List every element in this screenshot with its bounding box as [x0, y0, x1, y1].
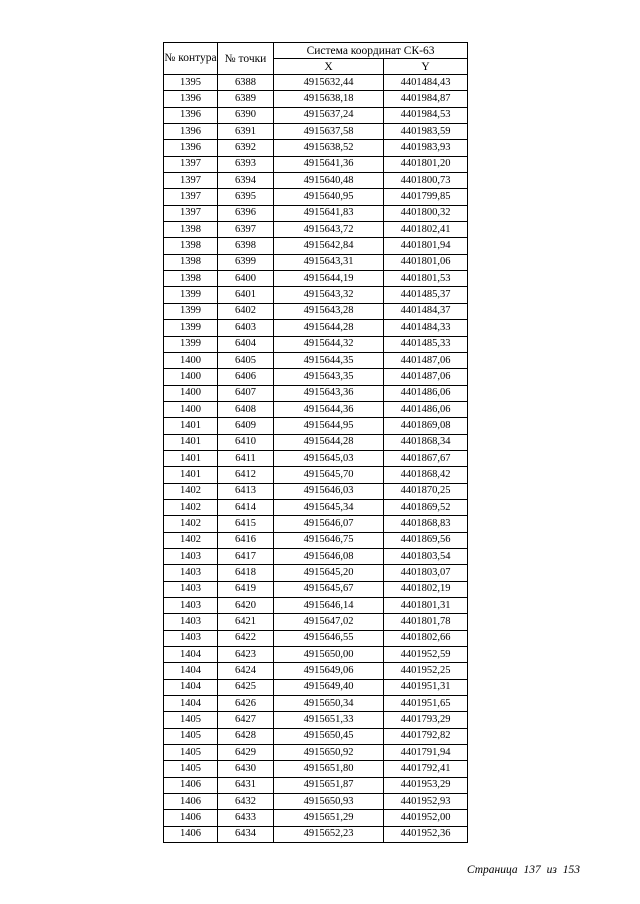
- cell-x: 4915651,80: [274, 761, 384, 777]
- table-row: [164, 598, 468, 614]
- cell-x: 4915646,03: [274, 483, 384, 499]
- cell-point: 6422: [218, 630, 274, 646]
- cell-point: 6400: [218, 271, 274, 287]
- table-row: [164, 254, 468, 270]
- table-row: [164, 532, 468, 548]
- cell-point: 6428: [218, 728, 274, 744]
- cell-y: 4401801,31: [384, 598, 468, 614]
- table-row: [164, 647, 468, 663]
- cell-point: 6397: [218, 222, 274, 238]
- cell-y: 4401791,94: [384, 745, 468, 761]
- cell-contour: 1406: [164, 826, 218, 842]
- cell-point: 6417: [218, 548, 274, 564]
- cell-contour: 1404: [164, 647, 218, 663]
- table-row: [164, 761, 468, 777]
- cell-x: 4915651,29: [274, 810, 384, 826]
- header-contour-number: № контура: [164, 43, 218, 75]
- cell-contour: 1402: [164, 499, 218, 515]
- table-row: [164, 794, 468, 810]
- cell-y: 4401801,20: [384, 156, 468, 172]
- cell-contour: 1403: [164, 548, 218, 564]
- cell-contour: 1405: [164, 761, 218, 777]
- cell-x: 4915641,36: [274, 156, 384, 172]
- table-row: [164, 434, 468, 450]
- table-body: [164, 75, 468, 843]
- cell-y: 4401487,06: [384, 352, 468, 368]
- table-row: [164, 173, 468, 189]
- cell-contour: 1400: [164, 385, 218, 401]
- cell-point: 6407: [218, 385, 274, 401]
- cell-y: 4401793,29: [384, 712, 468, 728]
- cell-y: 4401952,36: [384, 826, 468, 842]
- cell-contour: 1396: [164, 91, 218, 107]
- cell-y: 4401952,25: [384, 663, 468, 679]
- cell-y: 4401802,19: [384, 581, 468, 597]
- cell-contour: 1402: [164, 532, 218, 548]
- cell-point: 6409: [218, 418, 274, 434]
- table-row: [164, 614, 468, 630]
- table-row: [164, 271, 468, 287]
- cell-contour: 1405: [164, 728, 218, 744]
- cell-x: 4915650,00: [274, 647, 384, 663]
- cell-point: 6389: [218, 91, 274, 107]
- cell-contour: 1404: [164, 663, 218, 679]
- cell-x: 4915638,52: [274, 140, 384, 156]
- cell-point: 6390: [218, 107, 274, 123]
- cell-x: 4915645,03: [274, 450, 384, 466]
- cell-x: 4915650,34: [274, 696, 384, 712]
- cell-y: 4401801,78: [384, 614, 468, 630]
- cell-x: 4915650,92: [274, 745, 384, 761]
- cell-x: 4915646,55: [274, 630, 384, 646]
- cell-y: 4401484,33: [384, 320, 468, 336]
- cell-contour: 1398: [164, 222, 218, 238]
- of-label: из: [546, 864, 557, 876]
- cell-point: 6403: [218, 320, 274, 336]
- cell-x: 4915644,95: [274, 418, 384, 434]
- table-row: [164, 745, 468, 761]
- table-row: [164, 696, 468, 712]
- cell-contour: 1399: [164, 303, 218, 319]
- cell-y: 4401869,08: [384, 418, 468, 434]
- cell-point: 6398: [218, 238, 274, 254]
- cell-y: 4401868,42: [384, 467, 468, 483]
- header-point-number: № точки: [218, 43, 274, 75]
- cell-x: 4915645,34: [274, 499, 384, 515]
- header-coordinate-system: Система координат СК-63: [274, 43, 468, 59]
- cell-y: 4401803,07: [384, 565, 468, 581]
- table-row: [164, 107, 468, 123]
- total-pages: 153: [562, 864, 580, 876]
- cell-y: 4401953,29: [384, 777, 468, 793]
- cell-x: 4915647,02: [274, 614, 384, 630]
- cell-contour: 1403: [164, 630, 218, 646]
- cell-y: 4401870,25: [384, 483, 468, 499]
- cell-y: 4401485,37: [384, 287, 468, 303]
- cell-x: 4915644,35: [274, 352, 384, 368]
- table-row: [164, 826, 468, 842]
- cell-x: 4915644,19: [274, 271, 384, 287]
- cell-contour: 1401: [164, 450, 218, 466]
- cell-point: 6410: [218, 434, 274, 450]
- cell-x: 4915645,67: [274, 581, 384, 597]
- cell-point: 6399: [218, 254, 274, 270]
- cell-contour: 1396: [164, 140, 218, 156]
- cell-contour: 1399: [164, 320, 218, 336]
- cell-point: 6388: [218, 75, 274, 91]
- cell-x: 4915632,44: [274, 75, 384, 91]
- cell-contour: 1406: [164, 777, 218, 793]
- cell-x: 4915649,40: [274, 679, 384, 695]
- cell-point: 6429: [218, 745, 274, 761]
- table-row: [164, 205, 468, 221]
- header-y: Y: [384, 59, 468, 75]
- table-row: [164, 287, 468, 303]
- cell-point: 6424: [218, 663, 274, 679]
- cell-x: 4915640,95: [274, 189, 384, 205]
- cell-contour: 1395: [164, 75, 218, 91]
- table-row: [164, 663, 468, 679]
- cell-x: 4915644,32: [274, 336, 384, 352]
- cell-y: 4401792,41: [384, 761, 468, 777]
- cell-point: 6416: [218, 532, 274, 548]
- table-row: [164, 352, 468, 368]
- table-row: [164, 777, 468, 793]
- cell-x: 4915646,75: [274, 532, 384, 548]
- cell-x: 4915643,31: [274, 254, 384, 270]
- page-number: 137: [523, 864, 541, 876]
- cell-point: 6412: [218, 467, 274, 483]
- cell-point: 6415: [218, 516, 274, 532]
- table-row: [164, 712, 468, 728]
- cell-x: 4915637,58: [274, 124, 384, 140]
- table-row: [164, 516, 468, 532]
- table-row: [164, 581, 468, 597]
- cell-point: 6432: [218, 794, 274, 810]
- cell-contour: 1401: [164, 418, 218, 434]
- cell-contour: 1404: [164, 696, 218, 712]
- coordinates-table: [163, 42, 468, 843]
- table-row: [164, 385, 468, 401]
- cell-x: 4915643,35: [274, 369, 384, 385]
- cell-y: 4401800,73: [384, 173, 468, 189]
- cell-y: 4401951,31: [384, 679, 468, 695]
- table-row: [164, 810, 468, 826]
- table-row: [164, 91, 468, 107]
- cell-x: 4915640,48: [274, 173, 384, 189]
- cell-y: 4401801,53: [384, 271, 468, 287]
- cell-contour: 1397: [164, 173, 218, 189]
- cell-y: 4401869,52: [384, 499, 468, 515]
- cell-contour: 1398: [164, 254, 218, 270]
- cell-contour: 1406: [164, 794, 218, 810]
- cell-point: 6404: [218, 336, 274, 352]
- cell-point: 6419: [218, 581, 274, 597]
- cell-y: 4401983,59: [384, 124, 468, 140]
- cell-contour: 1398: [164, 238, 218, 254]
- header-x: X: [274, 59, 384, 75]
- cell-contour: 1397: [164, 205, 218, 221]
- cell-x: 4915644,36: [274, 401, 384, 417]
- cell-x: 4915643,28: [274, 303, 384, 319]
- table-row: [164, 499, 468, 515]
- table-row: [164, 467, 468, 483]
- table-row: [164, 156, 468, 172]
- cell-contour: 1403: [164, 565, 218, 581]
- table-row: [164, 418, 468, 434]
- cell-contour: 1405: [164, 745, 218, 761]
- cell-x: 4915652,23: [274, 826, 384, 842]
- cell-contour: 1400: [164, 369, 218, 385]
- cell-point: 6413: [218, 483, 274, 499]
- table-row: [164, 238, 468, 254]
- cell-contour: 1396: [164, 124, 218, 140]
- cell-point: 6425: [218, 679, 274, 695]
- cell-contour: 1402: [164, 516, 218, 532]
- cell-contour: 1399: [164, 336, 218, 352]
- cell-x: 4915644,28: [274, 320, 384, 336]
- cell-y: 4401869,56: [384, 532, 468, 548]
- cell-y: 4401983,93: [384, 140, 468, 156]
- cell-y: 4401868,83: [384, 516, 468, 532]
- cell-x: 4915641,83: [274, 205, 384, 221]
- cell-point: 6408: [218, 401, 274, 417]
- cell-y: 4401951,65: [384, 696, 468, 712]
- cell-point: 6391: [218, 124, 274, 140]
- cell-x: 4915643,72: [274, 222, 384, 238]
- cell-y: 4401802,41: [384, 222, 468, 238]
- page-footer: [467, 864, 580, 876]
- cell-y: 4401803,54: [384, 548, 468, 564]
- table-row: [164, 369, 468, 385]
- table-row: [164, 303, 468, 319]
- cell-point: 6393: [218, 156, 274, 172]
- cell-y: 4401952,00: [384, 810, 468, 826]
- cell-y: 4401486,06: [384, 385, 468, 401]
- cell-point: 6426: [218, 696, 274, 712]
- cell-y: 4401484,37: [384, 303, 468, 319]
- cell-y: 4401801,94: [384, 238, 468, 254]
- table-row: [164, 75, 468, 91]
- cell-contour: 1401: [164, 467, 218, 483]
- cell-x: 4915644,28: [274, 434, 384, 450]
- cell-contour: 1405: [164, 712, 218, 728]
- cell-point: 6433: [218, 810, 274, 826]
- cell-x: 4915650,45: [274, 728, 384, 744]
- table-row: [164, 320, 468, 336]
- cell-contour: 1406: [164, 810, 218, 826]
- cell-point: 6406: [218, 369, 274, 385]
- cell-x: 4915645,20: [274, 565, 384, 581]
- cell-x: 4915646,14: [274, 598, 384, 614]
- table-row: [164, 565, 468, 581]
- cell-x: 4915637,24: [274, 107, 384, 123]
- table-row: [164, 728, 468, 744]
- cell-contour: 1400: [164, 401, 218, 417]
- cell-y: 4401868,34: [384, 434, 468, 450]
- cell-point: 6394: [218, 173, 274, 189]
- cell-point: 6434: [218, 826, 274, 842]
- cell-point: 6431: [218, 777, 274, 793]
- cell-contour: 1400: [164, 352, 218, 368]
- table-header: [164, 43, 468, 75]
- cell-x: 4915643,32: [274, 287, 384, 303]
- cell-point: 6411: [218, 450, 274, 466]
- cell-point: 6396: [218, 205, 274, 221]
- cell-point: 6414: [218, 499, 274, 515]
- cell-point: 6418: [218, 565, 274, 581]
- cell-y: 4401867,67: [384, 450, 468, 466]
- cell-contour: 1398: [164, 271, 218, 287]
- table-row: [164, 483, 468, 499]
- table-row: [164, 140, 468, 156]
- cell-contour: 1402: [164, 483, 218, 499]
- table-row: [164, 450, 468, 466]
- cell-y: 4401484,43: [384, 75, 468, 91]
- table-row: [164, 222, 468, 238]
- cell-y: 4401952,59: [384, 647, 468, 663]
- cell-x: 4915651,33: [274, 712, 384, 728]
- cell-contour: 1404: [164, 679, 218, 695]
- cell-point: 6430: [218, 761, 274, 777]
- cell-point: 6402: [218, 303, 274, 319]
- cell-y: 4401801,06: [384, 254, 468, 270]
- cell-point: 6423: [218, 647, 274, 663]
- cell-x: 4915649,06: [274, 663, 384, 679]
- cell-x: 4915650,93: [274, 794, 384, 810]
- table-row: [164, 189, 468, 205]
- page-label: Страница: [466, 864, 518, 876]
- cell-point: 6421: [218, 614, 274, 630]
- cell-y: 4401802,66: [384, 630, 468, 646]
- table-row: [164, 401, 468, 417]
- cell-point: 6395: [218, 189, 274, 205]
- cell-point: 6401: [218, 287, 274, 303]
- cell-contour: 1403: [164, 581, 218, 597]
- cell-x: 4915645,70: [274, 467, 384, 483]
- cell-contour: 1397: [164, 189, 218, 205]
- cell-contour: 1399: [164, 287, 218, 303]
- cell-y: 4401792,82: [384, 728, 468, 744]
- cell-y: 4401952,93: [384, 794, 468, 810]
- table-row: [164, 336, 468, 352]
- cell-contour: 1403: [164, 614, 218, 630]
- cell-x: 4915646,08: [274, 548, 384, 564]
- cell-x: 4915651,87: [274, 777, 384, 793]
- table-row: [164, 548, 468, 564]
- cell-point: 6392: [218, 140, 274, 156]
- cell-y: 4401487,06: [384, 369, 468, 385]
- cell-x: 4915642,84: [274, 238, 384, 254]
- table-row: [164, 679, 468, 695]
- table-row: [164, 630, 468, 646]
- cell-y: 4401984,53: [384, 107, 468, 123]
- cell-contour: 1397: [164, 156, 218, 172]
- cell-y: 4401799,85: [384, 189, 468, 205]
- cell-point: 6427: [218, 712, 274, 728]
- cell-y: 4401984,87: [384, 91, 468, 107]
- cell-x: 4915643,36: [274, 385, 384, 401]
- cell-y: 4401485,33: [384, 336, 468, 352]
- cell-point: 6420: [218, 598, 274, 614]
- cell-contour: 1401: [164, 434, 218, 450]
- table-row: [164, 124, 468, 140]
- cell-contour: 1403: [164, 598, 218, 614]
- cell-y: 4401800,32: [384, 205, 468, 221]
- cell-x: 4915646,07: [274, 516, 384, 532]
- cell-x: 4915638,18: [274, 91, 384, 107]
- cell-y: 4401486,06: [384, 401, 468, 417]
- cell-contour: 1396: [164, 107, 218, 123]
- cell-point: 6405: [218, 352, 274, 368]
